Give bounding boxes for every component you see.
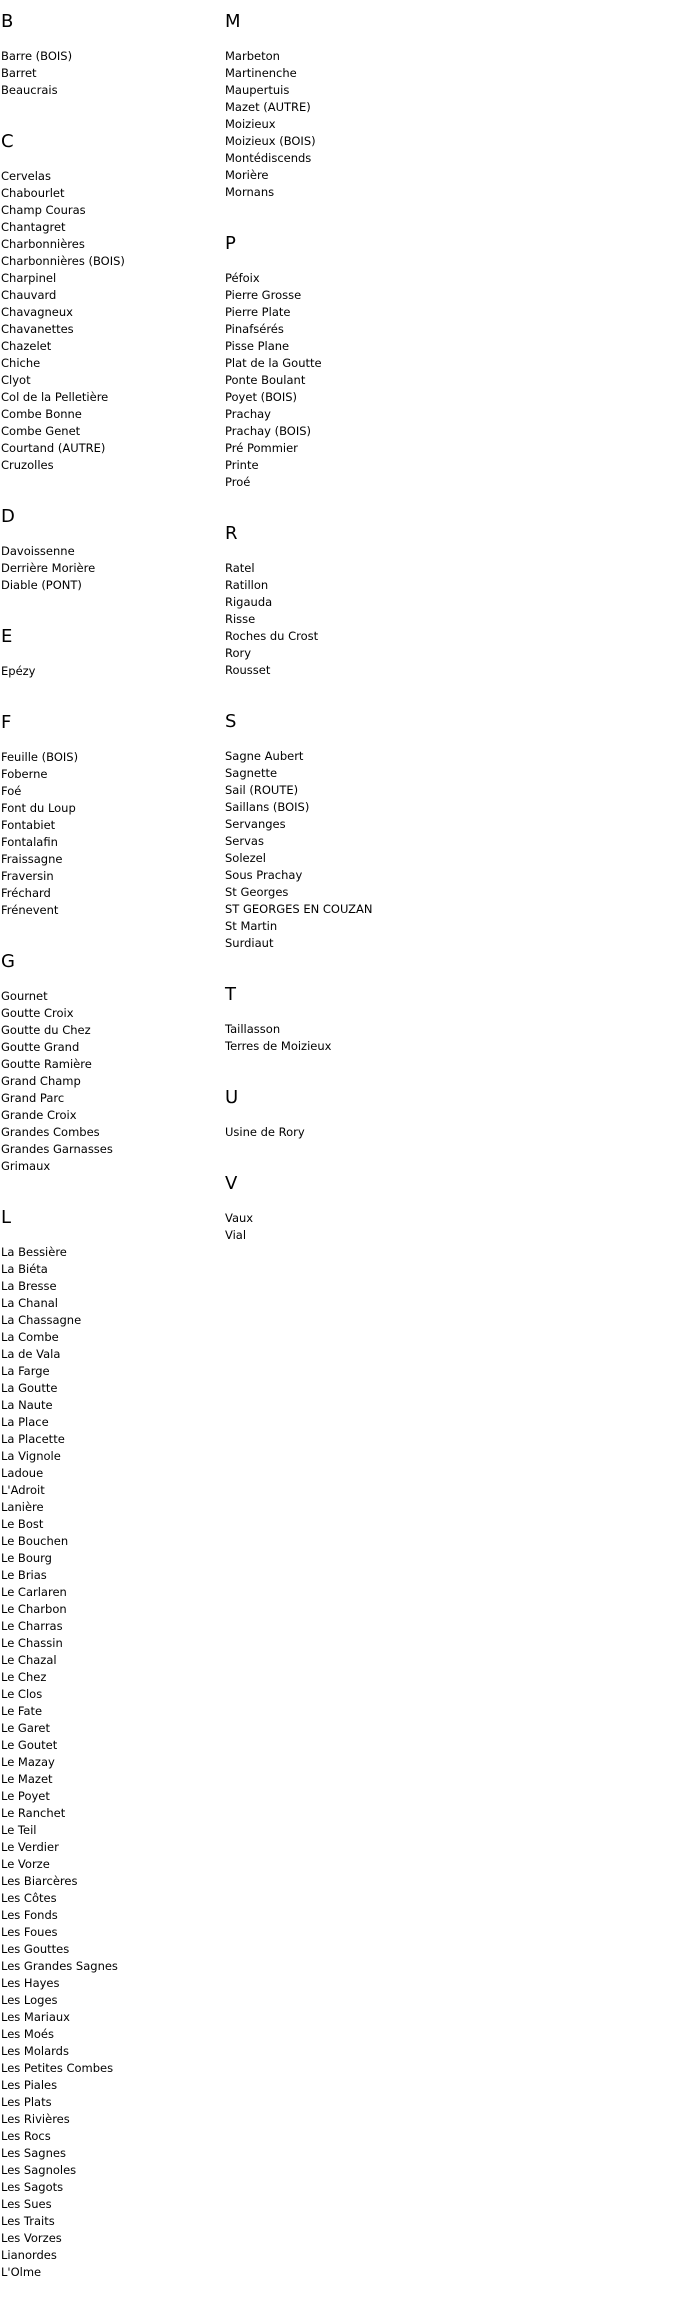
section-letter-heading: T [225, 984, 236, 1005]
place-name-item: Les Fonds [1, 1908, 58, 1922]
place-name-list [225, 1210, 485, 1244]
place-name-item: Roches du Crost [225, 629, 319, 643]
place-name-item: Davoissenne [1, 544, 75, 558]
place-name-item: La Place [1, 1415, 49, 1429]
letter-group [225, 1162, 485, 1244]
section-letter-heading: U [225, 1087, 239, 1108]
place-name-item: Grand Parc [1, 1091, 65, 1105]
place-name-list [225, 1124, 485, 1141]
place-name-item: Gournet [1, 989, 48, 1003]
place-name-item: Chavagneux [1, 305, 73, 319]
place-name-item: L'Adroit [1, 1483, 45, 1497]
place-name-list [1, 168, 221, 474]
place-name-item: Vaux [225, 1211, 254, 1225]
place-name-item: La Placette [1, 1432, 65, 1446]
place-name-item: Les Foues [1, 1925, 58, 1939]
place-name-item: Le Chassin [1, 1636, 63, 1650]
section-letter-heading: B [1, 11, 14, 32]
place-name-item: Les Moés [1, 2027, 54, 2041]
place-name-item: Montédiscends [225, 151, 312, 165]
place-name-item: Rory [225, 646, 252, 660]
place-name-item: Le Fate [1, 1704, 43, 1718]
place-name-item: Grand Champ [1, 1074, 81, 1088]
place-name-item: Le Bourg [1, 1551, 52, 1565]
section-letter-heading: C [1, 131, 14, 152]
place-name-item: Le Ranchet [1, 1806, 66, 1820]
place-name-item: Poyet (BOIS) [225, 390, 298, 404]
place-name-item: Moizieux (BOIS) [225, 134, 316, 148]
place-name-item: Clyot [1, 373, 31, 387]
place-name-item: Sagnette [225, 766, 278, 780]
place-name-item: Fréchard [1, 886, 51, 900]
place-name-item: Diable (PONT) [1, 578, 82, 592]
place-name-item: Fraversin [1, 869, 54, 883]
place-name-item: Les Gouttes [1, 1942, 70, 1956]
place-name-item: Feuille (BOIS) [1, 750, 79, 764]
place-name-item: Charbonnières [1, 237, 85, 251]
place-name-item: Col de la Pelletière [1, 390, 109, 404]
letter-group [1, 1196, 221, 2281]
place-name-item: Foberne [1, 767, 48, 781]
place-name-item: La Farge [1, 1364, 50, 1378]
place-name-item: Le Vorze [1, 1857, 50, 1871]
place-name-list [225, 1021, 485, 1055]
place-name-item: Foé [1, 784, 22, 798]
place-name-item: Usine de Rory [225, 1125, 305, 1139]
place-name-item: La Goutte [1, 1381, 58, 1395]
letter-group [1, 495, 221, 594]
place-name-item: Morière [225, 168, 269, 182]
place-name-item: Les Plats [1, 2095, 52, 2109]
place-name-item: Frénevent [1, 903, 59, 917]
place-name-item: Cruzolles [1, 458, 54, 472]
place-name-item: Moizieux [225, 117, 276, 131]
place-name-list [225, 48, 485, 201]
section-letter-heading: P [225, 233, 236, 254]
place-name-list [1, 543, 221, 594]
index-column-right [225, 0, 485, 1265]
place-name-item: Les Rivières [1, 2112, 70, 2126]
letter-group [225, 512, 485, 679]
place-name-item: Le Verdier [1, 1840, 59, 1854]
place-name-item: La Biéta [1, 1262, 48, 1276]
place-name-list [1, 749, 221, 919]
place-name-item: Les Sues [1, 2197, 52, 2211]
place-name-item: Ratel [225, 561, 255, 575]
place-name-item: La Bessière [1, 1245, 67, 1259]
place-name-item: Le Teil [1, 1823, 37, 1837]
place-name-item: Goutte Croix [1, 1006, 74, 1020]
place-name-item: Derrière Morière [1, 561, 96, 575]
place-name-item: Les Loges [1, 1993, 58, 2007]
place-name-item: Servanges [225, 817, 286, 831]
place-name-item: L'Olme [1, 2265, 42, 2279]
place-name-item: Grandes Garnasses [1, 1142, 113, 1156]
section-letter-heading: G [1, 951, 15, 972]
place-name-item: Le Poyet [1, 1789, 50, 1803]
place-name-item: Rousset [225, 663, 271, 677]
place-name-item: Sail (ROUTE) [225, 783, 299, 797]
place-name-item: La Bresse [1, 1279, 57, 1293]
section-letter-heading: E [1, 626, 13, 647]
index-column-left [1, 0, 221, 2302]
place-name-item: Chiche [1, 356, 41, 370]
place-name-item: ST GEORGES EN COUZAN [225, 902, 373, 916]
place-name-item: Goutte du Chez [1, 1023, 91, 1037]
place-name-item: Proé [225, 475, 251, 489]
place-name-item: Risse [225, 612, 256, 626]
place-name-item: Le Chez [1, 1670, 47, 1684]
place-name-item: Le Bost [1, 1517, 44, 1531]
place-name-item: Prachay (BOIS) [225, 424, 312, 438]
place-name-item: Combe Genet [1, 424, 81, 438]
letter-group [1, 615, 221, 680]
place-name-list [1, 48, 221, 99]
place-name-item: Sagne Aubert [225, 749, 304, 763]
place-name-item: Les Mariaux [1, 2010, 70, 2024]
place-name-item: Ladoue [1, 1466, 44, 1480]
place-name-item: Ponte Boulant [225, 373, 306, 387]
place-name-item: La Vignole [1, 1449, 61, 1463]
place-name-item: Rigauda [225, 595, 273, 609]
place-name-item: Les Petites Combes [1, 2061, 114, 2075]
place-name-item: Terres de Moizieux [225, 1039, 332, 1053]
place-name-item: Font du Loup [1, 801, 76, 815]
place-name-item: Grande Croix [1, 1108, 77, 1122]
letter-group [225, 1076, 485, 1141]
place-name-item: La de Vala [1, 1347, 61, 1361]
place-name-item: Epézy [1, 664, 36, 678]
place-name-item: Chauvard [1, 288, 57, 302]
place-name-item: Les Grandes Sagnes [1, 1959, 118, 1973]
place-name-item: Pinafsérés [225, 322, 284, 336]
place-name-item: Lanière [1, 1500, 44, 1514]
place-name-item: Les Hayes [1, 1976, 60, 1990]
place-name-item: Les Sagnoles [1, 2163, 77, 2177]
place-name-list [1, 988, 221, 1175]
place-name-item: Grimaux [1, 1159, 51, 1173]
place-name-item: Le Goutet [1, 1738, 58, 1752]
section-letter-heading: D [1, 506, 15, 527]
place-name-item: Plat de la Goutte [225, 356, 322, 370]
section-letter-heading: S [225, 711, 237, 732]
letter-group [1, 940, 221, 1175]
place-name-item: La Chanal [1, 1296, 59, 1310]
place-name-item: Pierre Grosse [225, 288, 302, 302]
place-name-item: Printe [225, 458, 259, 472]
place-name-item: La Naute [1, 1398, 53, 1412]
place-name-list [225, 748, 485, 952]
place-name-item: Marbeton [225, 49, 280, 63]
place-name-item: Solezel [225, 851, 266, 865]
place-name-list [1, 1244, 221, 2281]
place-name-item: Le Clos [1, 1687, 43, 1701]
place-name-item: Le Mazay [1, 1755, 55, 1769]
place-name-item: Servas [225, 834, 264, 848]
place-name-item: Grandes Combes [1, 1125, 100, 1139]
place-name-item: La Chassagne [1, 1313, 82, 1327]
place-name-item: Cervelas [1, 169, 51, 183]
place-name-item: Les Biarcères [1, 1874, 78, 1888]
place-name-item: Le Chazal [1, 1653, 57, 1667]
letter-group [225, 0, 485, 201]
place-name-item: Les Sagnes [1, 2146, 66, 2160]
place-name-item: Chabourlet [1, 186, 65, 200]
place-name-item: Les Sagots [1, 2180, 64, 2194]
place-name-item: Le Carlaren [1, 1585, 67, 1599]
place-name-item: Pré Pommier [225, 441, 298, 455]
place-name-list [225, 270, 485, 491]
place-name-item: St Martin [225, 919, 278, 933]
place-name-item: Péfoix [225, 271, 260, 285]
section-letter-heading: V [225, 1173, 238, 1194]
place-name-item: Les Molards [1, 2044, 69, 2058]
place-name-item: Ratillon [225, 578, 269, 592]
place-name-item: Champ Couras [1, 203, 86, 217]
section-letter-heading: R [225, 523, 238, 544]
place-name-item: Les Piales [1, 2078, 58, 2092]
place-name-item: Barret [1, 66, 37, 80]
place-name-item: Les Côtes [1, 1891, 57, 1905]
section-letter-heading: F [1, 712, 12, 733]
place-name-item: Pisse Plane [225, 339, 290, 353]
place-name-item: Vial [225, 1228, 247, 1242]
place-name-item: Fraissagne [1, 852, 63, 866]
place-name-item: Charbonnières (BOIS) [1, 254, 125, 268]
place-name-list [1, 663, 221, 680]
place-name-list [225, 560, 485, 679]
place-name-item: Sous Prachay [225, 868, 303, 882]
place-name-item: Lianordes [1, 2248, 57, 2262]
place-name-item: Barre (BOIS) [1, 49, 73, 63]
place-name-item: Le Garet [1, 1721, 50, 1735]
letter-group [1, 701, 221, 919]
place-name-item: Maupertuis [225, 83, 290, 97]
letter-group [225, 700, 485, 952]
place-name-item: Taillasson [225, 1022, 281, 1036]
place-name-item: Martinenche [225, 66, 297, 80]
place-name-item: Les Vorzes [1, 2231, 62, 2245]
place-name-item: Le Mazet [1, 1772, 53, 1786]
place-name-item: Chantagret [1, 220, 66, 234]
place-name-item: Chavanettes [1, 322, 74, 336]
place-name-item: Charpinel [1, 271, 57, 285]
place-name-item: Fontabiet [1, 818, 56, 832]
place-name-item: Les Traits [1, 2214, 55, 2228]
place-name-item: Combe Bonne [1, 407, 82, 421]
place-name-item: Goutte Ramière [1, 1057, 92, 1071]
place-name-item: Prachay [225, 407, 271, 421]
place-name-item: La Combe [1, 1330, 59, 1344]
letter-group [225, 973, 485, 1055]
place-name-item: Le Bouchen [1, 1534, 69, 1548]
place-name-item: Surdiaut [225, 936, 274, 950]
place-name-item: Beaucrais [1, 83, 58, 97]
place-name-item: Le Charras [1, 1619, 63, 1633]
place-name-item: Les Rocs [1, 2129, 51, 2143]
place-name-item: Le Charbon [1, 1602, 67, 1616]
place-name-item: Saillans (BOIS) [225, 800, 310, 814]
place-name-item: Fontalafin [1, 835, 58, 849]
place-name-item: Le Brias [1, 1568, 47, 1582]
section-letter-heading: L [1, 1207, 12, 1228]
place-name-item: St Georges [225, 885, 289, 899]
place-name-item: Pierre Plate [225, 305, 291, 319]
letter-group [1, 120, 221, 474]
place-name-item: Mornans [225, 185, 275, 199]
letter-group [1, 0, 221, 99]
letter-group [225, 222, 485, 491]
place-name-item: Goutte Grand [1, 1040, 80, 1054]
place-name-item: Mazet (AUTRE) [225, 100, 311, 114]
place-name-item: Chazelet [1, 339, 52, 353]
section-letter-heading: M [225, 11, 241, 32]
place-name-item: Courtand (AUTRE) [1, 441, 106, 455]
